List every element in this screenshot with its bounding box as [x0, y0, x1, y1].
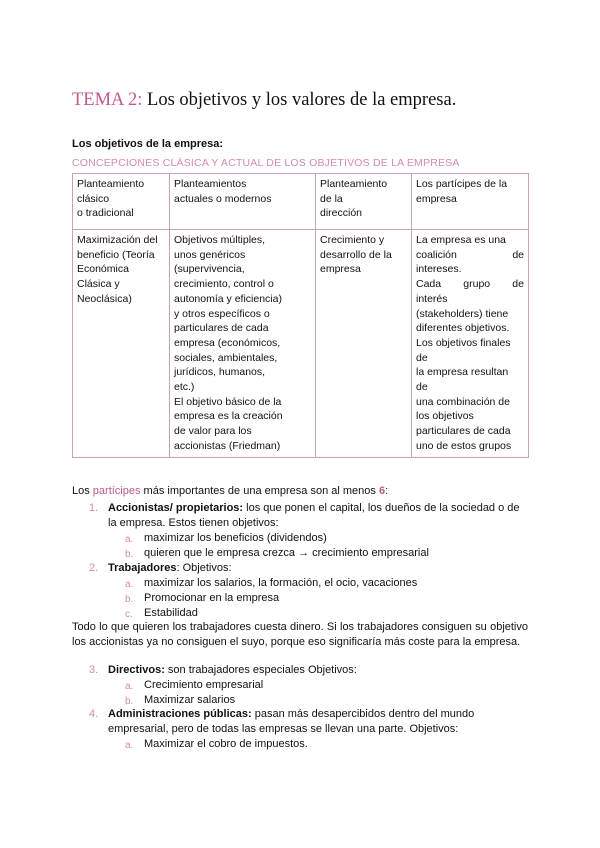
table-caption: CONCEPCIONES CLÁSICA Y ACTUAL DE LOS OBJETIVOS DE LA EMPRESA [72, 157, 460, 169]
section-heading: Los objetivos de la empresa: [72, 138, 223, 150]
cell-stakeholders: La empresa es una coalición de intereses. Cada grupo de interés (stakeholders) tiene diferentes objetivos. Los objetivos finales de la empresa resultan de una combinación de los objetivos particulares de cada uno de estos grupos [412, 230, 529, 458]
header-cell-classic: Planteamiento clásico o tradicional [73, 174, 170, 230]
item-label: Trabajadores [108, 562, 177, 574]
table-header-row [73, 174, 529, 230]
paragraph: Todo lo que quieren los trabajadores cuesta dinero. Si los trabajadores consiguen su objetivo los accionistas ya no consiguen el suyo, porque eso significaría más coste para la empresa. [72, 621, 528, 648]
highlight-count: 6 [378, 485, 386, 497]
title-prefix: TEMA 2: [72, 90, 143, 110]
highlight-participes: partícipes [92, 485, 141, 497]
header-cell-management: Planteamiento de la dirección [316, 174, 412, 230]
table-row [73, 230, 529, 458]
item-label: Administraciones públicas: [108, 708, 252, 720]
cell-management: Crecimiento y desarrollo de la empresa [316, 230, 412, 458]
item-label: Directivos: [108, 664, 165, 676]
stakeholders-intro: Los partícipes más importantes de una empresa son al menos 6: [72, 485, 389, 497]
objectives-table [72, 173, 529, 458]
page-title [72, 90, 456, 111]
header-cell-stakeholders: Los partícipes de la empresa [412, 174, 529, 230]
title-text: Los objetivos y los valores de la empresa. [142, 90, 457, 110]
header-cell-modern: Planteamientos actuales o modernos [170, 174, 316, 230]
cell-classic: Maximización del beneficio (Teoría Económica Clásica y Neoclásica) [73, 230, 170, 458]
item-label: Accionistas/ propietarios: [108, 502, 244, 514]
document-page: TEMA 2: Los objetivos y los valores de la empresa. Los objetivos de la empresa: CONCEPCIONES CLÁSICA Y ACTUAL DE LOS OBJETIVOS DE LA EMPRESA Planteamiento clásico o tradicional Planteamientos actuales o modernos Planteamiento de la dirección Los partícipes de la empresa Maximización del beneficio (Teoría Económica Clásica y Neoclásica) Objetivos múltiples, unos genéricos (supervivencia, crecimiento, control o autonomía y eficiencia) y otros específicos o particulares de cada empresa (económicos, sociales, ambientales, jurídicos, humanos, etc.) El objetivo básico de la empresa es la creación de valor para los accionistas (Friedman) Crecimiento y desarrollo de la empresa La empresa es una coalición de intereses. Cada grupo de interés (stakeholders) tiene diferentes objetivos. Los objetivos finales de la empresa resultan de una combinación de los objetivos particulares de cada uno de estos grupos Los partícipes más importantes de una empresa son al menos 6: 1. Accionistas/ propietarios: los que ponen el capital, los dueños de la sociedad o de la empresa. Estos tienen objetivos: a. maximizar los beneficios (dividendos) b. quieren que le empresa crezca → crecimiento empresarial 2. Trabajadores: Objetivos: a. maximizar los salarios, la formación, el ocio, vacaciones b. Promocionar en la empresa c. Estabilidad Todo lo que quieren los trabajadores cuesta dinero. Si los trabajadores consiguen su objetivo los accionistas ya no consiguen el suyo, porque eso significaría más coste para la empresa. 3. Directivos: son trabajadores especiales Objetivos: a. Crecimiento empresarial b. Maximizar salarios 4. Administraciones públicas: pasan más desapercibidos dentro del mundo empresarial, pero de todas las empresas se llevan una parte. Objetivos: a. Maximizar el cobro de impuestos. [72, 90, 528, 751]
cell-modern: Objetivos múltiples, unos genéricos (supervivencia, crecimiento, control o autonomía y eficiencia) y otros específicos o particulares de cada empresa (económicos, sociales, ambientales, jurídicos, humanos, etc.) El objetivo básico de la empresa es la creación de valor para los accionistas (Friedman) [170, 230, 316, 458]
